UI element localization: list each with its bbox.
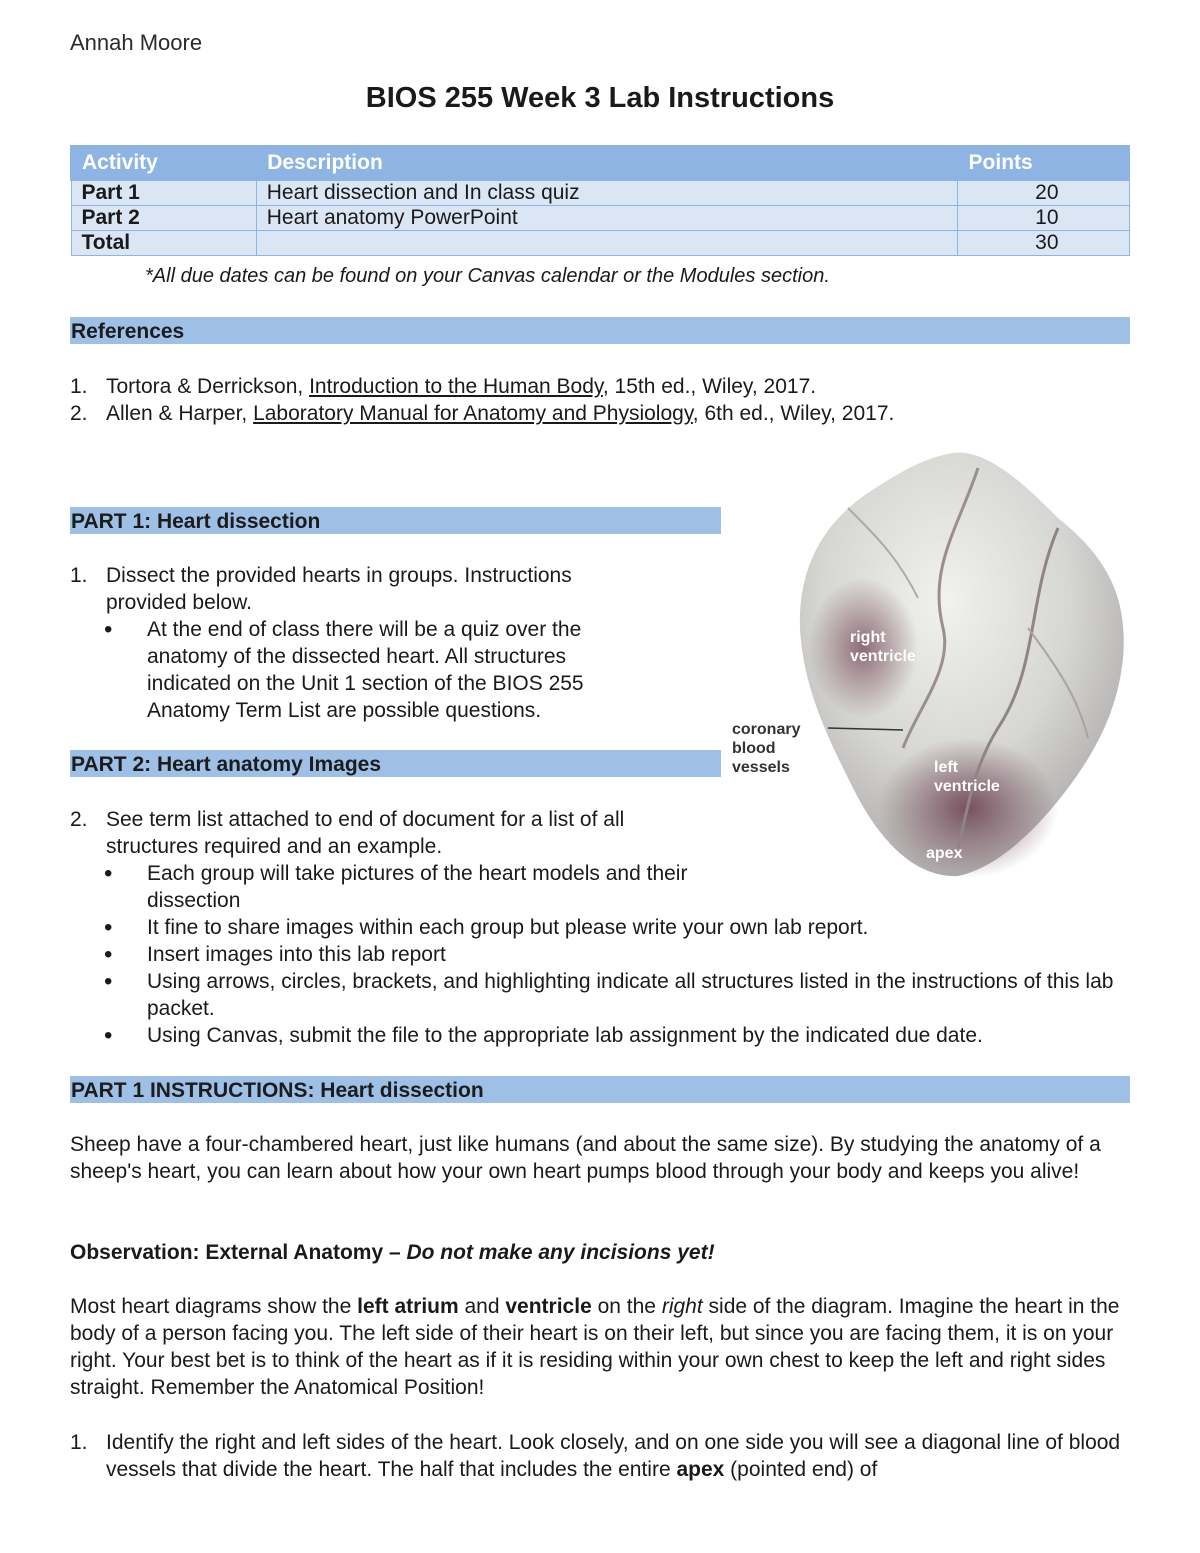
references-heading: References (70, 317, 1130, 344)
heart-illustration (728, 448, 1148, 878)
author-name: Annah Moore (70, 30, 203, 55)
description-cell: Heart anatomy PowerPoint (256, 206, 957, 231)
list-item-text: Dissect the provided hearts in groups. Instructions provided below. (106, 564, 572, 614)
part2-heading: PART 2: Heart anatomy Images (70, 750, 721, 777)
paragraph-text: side of the diagram. Imagine the heart in the body of a person facing you. The left side of their heart is on their left, but since you are facing them, it is on your right. Your best bet is to think of the heart as if it is residing within your own chest to keep the left and right sides straight. Remember the Anatomical Position! (70, 1295, 1120, 1399)
paragraph-text: on the (591, 1295, 662, 1318)
term-left-atrium: left atrium (357, 1295, 459, 1318)
label-right-ventricle: right ventricle (850, 629, 916, 665)
term-ventricle: ventricle (505, 1295, 592, 1318)
list-number: 1. (70, 1431, 88, 1454)
step-text: (pointed end) of (724, 1458, 878, 1481)
column-header: Description (256, 146, 957, 180)
step-list (70, 1429, 1130, 1483)
points-cell: 30 (958, 231, 1129, 256)
table-row (71, 231, 1129, 256)
list-number: 1. (70, 375, 88, 398)
instructions-heading: PART 1 INSTRUCTIONS: Heart dissection (70, 1076, 1130, 1103)
list-item (70, 806, 706, 860)
intro-paragraph: Sheep have a four-chambered heart, just like humans (and about the same size). By studying the anatomy of a sheep's heart, you can learn about how your own heart pumps blood through your body and keeps you alive! (70, 1133, 1101, 1183)
activity-cell: Part 1 (71, 180, 256, 206)
description-cell: Heart dissection and In class quiz (256, 180, 957, 206)
label-left-ventricle: left ventricle (934, 759, 1000, 795)
column-header: Activity (71, 146, 256, 180)
reference-edition: , 6th ed., Wiley, 2017. (692, 402, 895, 425)
description-cell (256, 231, 957, 256)
label-coronary-blood-vessels: coronary blood vessels (732, 721, 801, 776)
list-number: 2. (70, 402, 88, 425)
reference-book-title: Laboratory Manual for Anatomy and Physiology (253, 402, 693, 425)
observation-heading (70, 1239, 1130, 1266)
table-row (71, 206, 1129, 231)
label-apex: apex (926, 845, 963, 862)
reference-book-title: Introduction to the Human Body (309, 375, 603, 398)
part1-list (70, 562, 640, 724)
bullet-item: • At the end of class there will be a quiz over the anatomy of the dissected heart. All structures indicated on the Unit 1 section of the BIOS 255 Anatomy Term List are possible questions. (70, 616, 640, 724)
list-item (70, 1429, 1130, 1483)
bullet-item: • Using arrows, circles, brackets, and highlighting indicate all structures listed in the instructions of this lab packet. (70, 968, 1130, 1022)
orientation-paragraph (70, 1293, 1130, 1401)
list-number: 1. (70, 564, 88, 587)
reference-edition: , 15th ed., Wiley, 2017. (602, 375, 817, 398)
bullet-item: • Using Canvas, submit the file to the appropriate lab assignment by the indicated due date. (70, 1022, 1130, 1049)
due-date-note: *All due dates can be found on your Canvas calendar or the Modules section. (145, 265, 830, 287)
reference-item (70, 373, 1130, 400)
sheep-heart-figure (728, 448, 1148, 878)
points-cell: 20 (958, 180, 1129, 206)
step-text: Identify the right and left sides of the heart. Look closely, and on one side you will see a diagonal line of blood vessels that divide the heart. The half that includes the entire (106, 1431, 1121, 1481)
list-number: 2. (70, 808, 88, 831)
paragraph-text: and (458, 1295, 506, 1318)
observation-warning: Do not make any incisions yet! (406, 1241, 715, 1264)
observation-title: Observation: External Anatomy – (70, 1241, 407, 1264)
paragraph-text: Most heart diagrams show the (70, 1295, 358, 1318)
table-header-row (71, 146, 1129, 180)
page-title: BIOS 255 Week 3 Lab Instructions (365, 82, 835, 114)
bullet-item: • It fine to share images within each group but please write your own lab report. (70, 914, 1130, 941)
references-list (70, 373, 1130, 427)
table-row (71, 180, 1129, 206)
reference-item (70, 400, 1130, 427)
list-item-text: See term list attached to end of document for a list of all structures required and an example. (106, 808, 625, 858)
part1-heading: PART 1: Heart dissection (70, 507, 721, 534)
activity-cell: Part 2 (71, 206, 256, 231)
points-cell: 10 (958, 206, 1129, 231)
column-header: Points (958, 146, 1129, 180)
reference-authors: Allen & Harper, (106, 402, 254, 425)
bullet-item: • Insert images into this lab report (70, 941, 1130, 968)
bullet-item: • Each group will take pictures of the heart models and their dissection (70, 860, 707, 914)
term-apex: apex (676, 1458, 725, 1481)
emphasis-right: right (661, 1295, 703, 1318)
list-item (70, 562, 640, 616)
activity-table (70, 145, 1130, 256)
activity-cell: Total (71, 231, 256, 256)
reference-authors: Tortora & Derrickson, (106, 375, 310, 398)
